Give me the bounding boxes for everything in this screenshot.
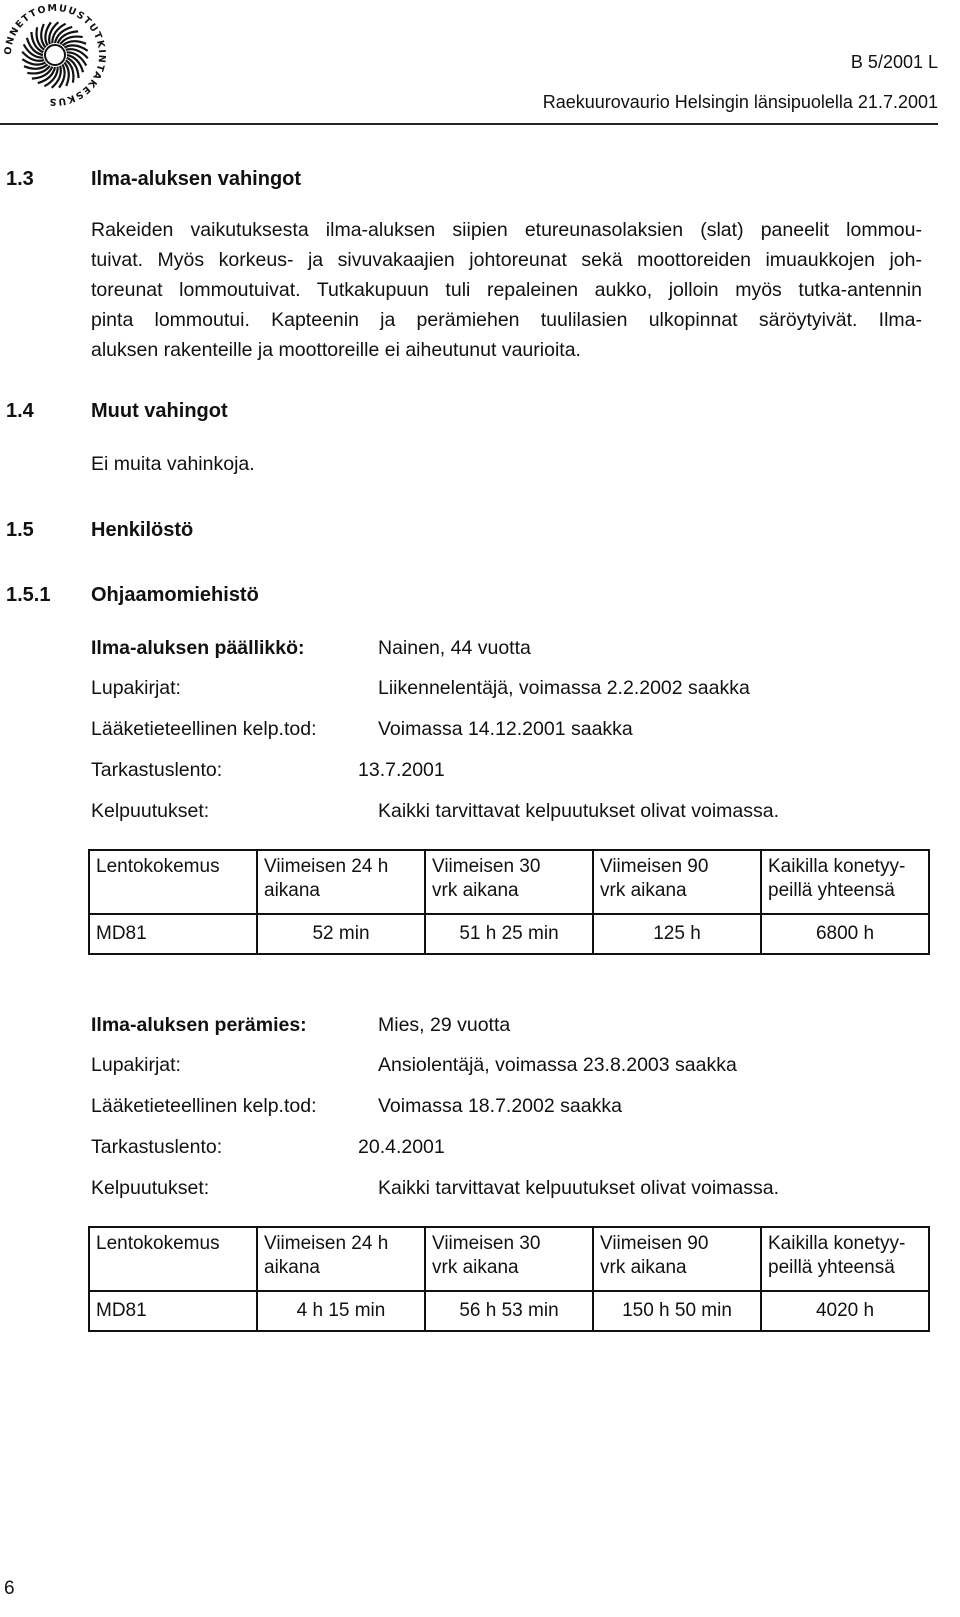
paragraph-line: pinta lommoutui. Kapteenin ja perämiehen tuulilasien ulkopinnat säröytyivät. Ilma- bbox=[91, 309, 922, 331]
table-cell: 52 min bbox=[257, 914, 425, 954]
report-id: B 5/2001 L bbox=[850, 52, 938, 72]
fo-ratings-value: Kaikki tarvittavat kelpuutukset olivat voimassa. bbox=[378, 1177, 780, 1199]
logo-text: ONNETTOMUUSTUTKINTAKESKUS bbox=[2, 2, 108, 108]
paragraph-line: toreunat lommoutuivat. Tutkakupuun tuli repaleinen aukko, jolloin myös tutka-antennin bbox=[91, 279, 922, 301]
captain-licence-value: Liikennelentäjä, voimassa 2.2.2002 saakka bbox=[378, 677, 750, 699]
captain-check-value: 13.7.2001 bbox=[358, 759, 445, 781]
fo-experience-table bbox=[88, 1226, 930, 1332]
captain-check-label: Tarkastuslento: bbox=[91, 759, 223, 781]
section-1-3-number: 1.3 bbox=[6, 168, 34, 190]
captain-role-label: Ilma-aluksen päällikkö: bbox=[91, 637, 305, 659]
table-cell: 4 h 15 min bbox=[257, 1291, 425, 1331]
fo-role-value: Mies, 29 vuotta bbox=[378, 1014, 511, 1036]
captain-role-value: Nainen, 44 vuotta bbox=[378, 637, 531, 659]
table-header-cell: Lentokokemus bbox=[89, 850, 257, 914]
fo-role-label: Ilma-aluksen perämies: bbox=[91, 1014, 307, 1036]
table-header-cell: Viimeisen 24 h aikana bbox=[257, 1227, 425, 1291]
table-row bbox=[89, 914, 929, 954]
table-header-cell: Viimeisen 30 vrk aikana bbox=[425, 1227, 593, 1291]
section-1-4-text: Ei muita vahinkoja. bbox=[91, 453, 255, 475]
fo-ratings-label: Kelpuutukset: bbox=[91, 1177, 210, 1199]
fo-check-label: Tarkastuslento: bbox=[91, 1136, 223, 1158]
table-cell: 125 h bbox=[593, 914, 761, 954]
paragraph-line: tuivat. Myös korkeus- ja sivuvakaajien johtoreunat sekä moottoreiden imuaukkojen joh- bbox=[91, 249, 922, 271]
captain-medical-value: Voimassa 14.12.2001 saakka bbox=[378, 718, 633, 740]
table-header-cell: Lentokokemus bbox=[89, 1227, 257, 1291]
report-title: Raekuurovaurio Helsingin länsipuolella 21.7.2001 bbox=[542, 92, 938, 112]
table-cell: MD81 bbox=[89, 914, 257, 954]
organisation-logo bbox=[0, 0, 110, 110]
fo-medical-label: Lääketieteellinen kelp.tod: bbox=[91, 1095, 317, 1117]
fo-licence-value: Ansiolentäjä, voimassa 23.8.2003 saakka bbox=[378, 1054, 737, 1076]
fo-check-value: 20.4.2001 bbox=[358, 1136, 445, 1158]
header-rule bbox=[0, 123, 938, 125]
table-row bbox=[89, 1291, 929, 1331]
fo-medical-value: Voimassa 18.7.2002 saakka bbox=[378, 1095, 622, 1117]
section-1-3-paragraph bbox=[91, 215, 922, 365]
table-cell: 51 h 25 min bbox=[425, 914, 593, 954]
table-header-cell: Viimeisen 24 h aikana bbox=[257, 850, 425, 914]
section-1-3-title: Ilma-aluksen vahingot bbox=[91, 168, 302, 190]
table-header-cell: Viimeisen 90 vrk aikana bbox=[593, 850, 761, 914]
section-1-5-1-number: 1.5.1 bbox=[6, 584, 51, 606]
captain-ratings-value: Kaikki tarvittavat kelpuutukset olivat voimassa. bbox=[378, 800, 780, 822]
table-cell: MD81 bbox=[89, 1291, 257, 1331]
table-header-cell: Kaikilla konetyy- peillä yhteensä bbox=[761, 1227, 929, 1291]
table-header-cell: Kaikilla konetyy- peillä yhteensä bbox=[761, 850, 929, 914]
captain-experience-table bbox=[88, 849, 930, 955]
table-cell: 6800 h bbox=[761, 914, 929, 954]
captain-ratings-label: Kelpuutukset: bbox=[91, 800, 210, 822]
fo-licence-label: Lupakirjat: bbox=[91, 1054, 181, 1076]
table-cell: 56 h 53 min bbox=[425, 1291, 593, 1331]
paragraph-line: Rakeiden vaikutuksesta ilma-aluksen siipien etureunasolaksien (slat) paneelit lommou- bbox=[91, 219, 922, 241]
table-header-row bbox=[89, 850, 929, 914]
section-1-5-1-title: Ohjaamomiehistö bbox=[91, 584, 259, 606]
page-number: 6 bbox=[4, 1578, 15, 1599]
paragraph-line: aluksen rakenteille ja moottoreille ei aiheutunut vaurioita. bbox=[91, 339, 581, 361]
table-header-cell: Viimeisen 90 vrk aikana bbox=[593, 1227, 761, 1291]
section-1-4-title: Muut vahingot bbox=[91, 400, 228, 422]
table-header-cell: Viimeisen 30 vrk aikana bbox=[425, 850, 593, 914]
captain-licence-label: Lupakirjat: bbox=[91, 677, 181, 699]
table-cell: 150 h 50 min bbox=[593, 1291, 761, 1331]
section-1-4-number: 1.4 bbox=[6, 400, 34, 422]
table-cell: 4020 h bbox=[761, 1291, 929, 1331]
captain-medical-label: Lääketieteellinen kelp.tod: bbox=[91, 718, 317, 740]
section-1-5-title: Henkilöstö bbox=[91, 519, 194, 541]
table-header-row bbox=[89, 1227, 929, 1291]
section-1-5-number: 1.5 bbox=[6, 519, 34, 541]
